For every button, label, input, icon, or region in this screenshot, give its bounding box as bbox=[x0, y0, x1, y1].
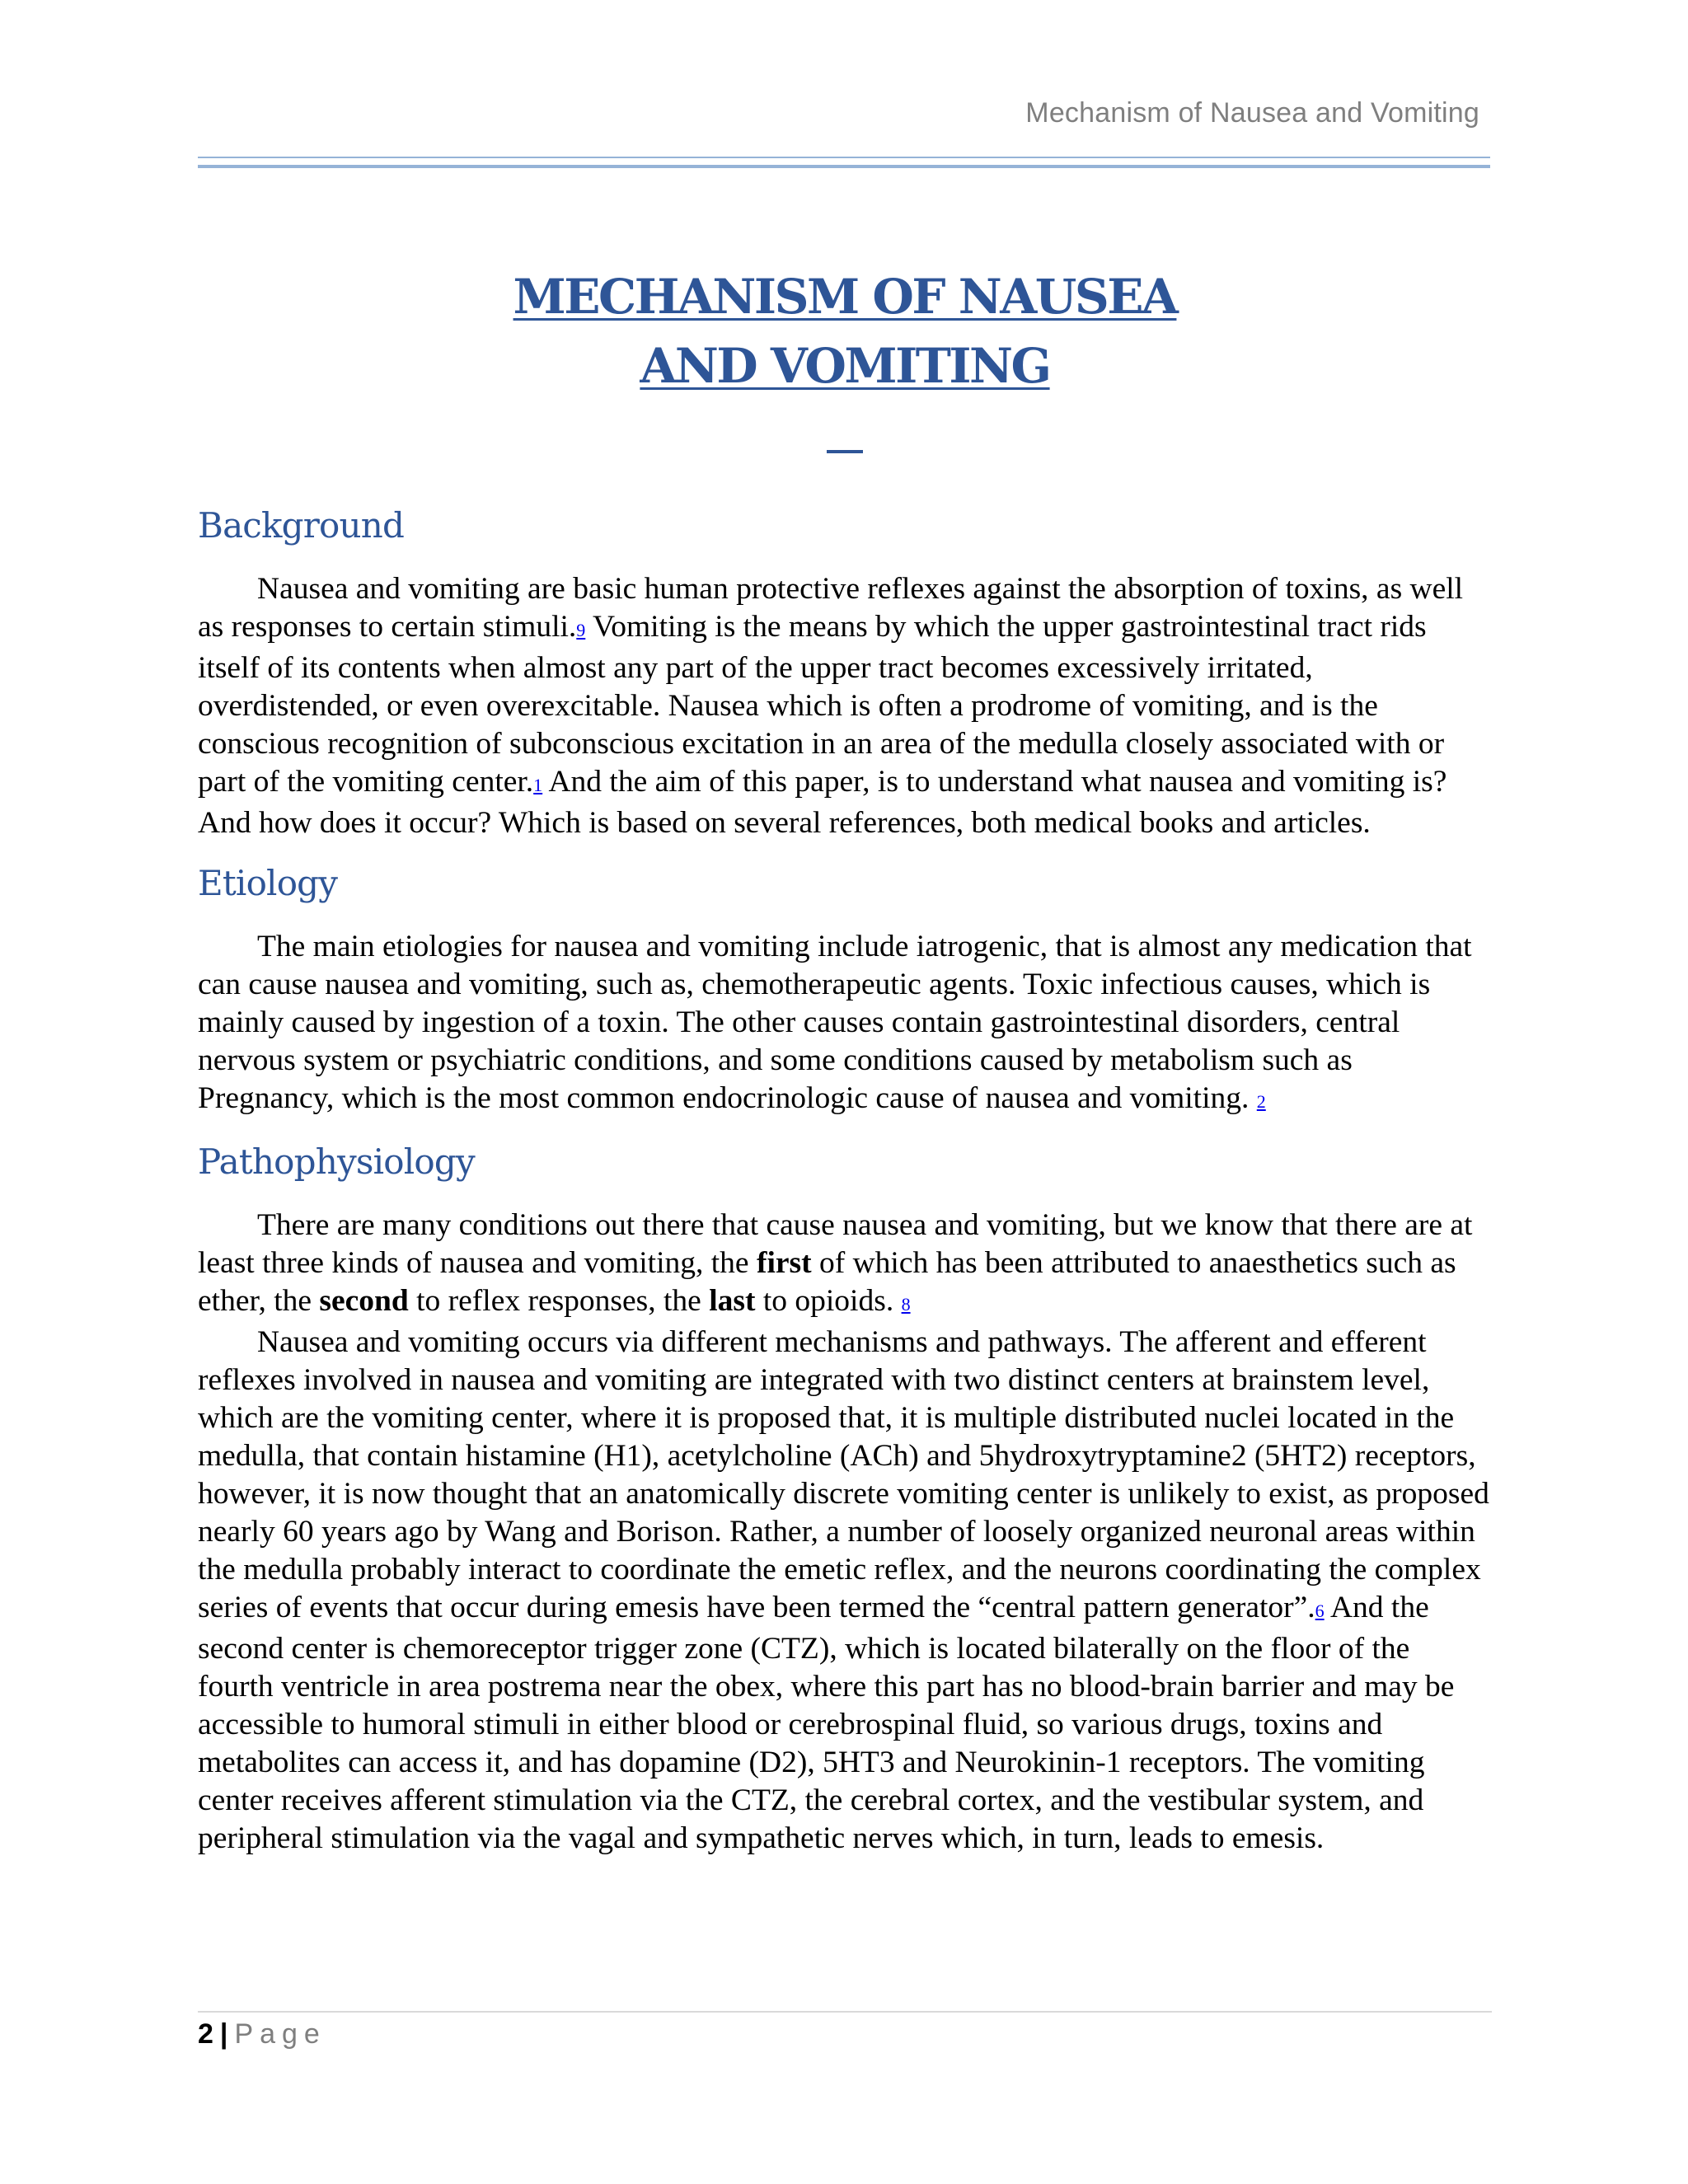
text-run: And the aim of this paper, is to understand what nausea and vomiting is? And how does it occur? Which is based on several references, both medical books and articles. bbox=[198, 765, 1447, 840]
page-label: Page bbox=[234, 2018, 326, 2050]
text-run: of which has been attributed to anaesthetics such as ether, the bbox=[198, 1246, 1456, 1318]
page-body bbox=[198, 262, 1492, 1858]
footer-rule bbox=[198, 2011, 1492, 2013]
pathophysiology-paragraph-1 bbox=[198, 1207, 1492, 1324]
footnote-ref-link[interactable]: 6 bbox=[1315, 1601, 1325, 1621]
page-number: 2 bbox=[198, 2018, 213, 2050]
document-title bbox=[198, 262, 1492, 401]
footnote-ref-link[interactable]: 8 bbox=[901, 1294, 911, 1315]
title-line-1: MECHANISM OF NAUSEA bbox=[513, 269, 1177, 325]
header-rule-thick bbox=[198, 165, 1490, 168]
header-rule-thin bbox=[198, 157, 1490, 158]
footnote-ref-link[interactable]: 1 bbox=[533, 775, 543, 795]
heading-background: Background bbox=[198, 505, 405, 546]
heading-etiology: Etiology bbox=[198, 863, 338, 903]
text-run: The main etiologies for nausea and vomiting include iatrogenic, that is almost any medication that can cause nausea and vomiting, such as, chemotherapeutic agents. Toxic infectious causes, which is mainly caused by ingestion of a toxin. The other causes contain gastrointestinal disorders, central nervous system or psychiatric conditions, and some conditions caused by metabolism such as Pregnancy, which is the most common endocrinologic cause of nausea and vomiting. bbox=[198, 930, 1472, 1115]
text-run: Nausea and vomiting are basic human protective reflexes against the absorption of toxins, as well as responses to certain stimuli. bbox=[198, 572, 1464, 644]
bold-term: first bbox=[756, 1246, 812, 1280]
title-line-2: AND VOMITING bbox=[640, 338, 1050, 394]
bold-term: last bbox=[709, 1284, 756, 1318]
text-run: Vomiting is the means by which the upper gastrointestinal tract rids itself of its contents when almost any part of the upper tract becomes excessively irritated, overdistended, or even overexcitable. Nausea which is often a prodrome of vomiting, and is the conscious recognition of subconscious excitation in an area of the medulla closely associated with or part of the vomiting center. bbox=[198, 610, 1445, 799]
background-paragraph bbox=[198, 570, 1492, 842]
text-run: Nausea and vomiting occurs via different mechanisms and pathways. The afferent and efferent reflexes involved in nausea and vomiting are integrated with two distinct centers at brainstem level, which are the vomiting center, where it is proposed that, it is multiple distributed nuclei located in the medulla, that contain histamine (H1), acetylcholine (ACh) and 5hydroxytryptamine2 (5HT2) receptors, however, it is now thought that an anatomically discrete vomiting center is unlikely to exist, as proposed nearly 60 years ago by Wang and Borison. Rather, a number of loosely organized neuronal areas within the medulla probably interact to coordinate the emetic reflex, and the neurons coordinating the complex series of events that occur during emesis have been termed the “central pattern generator”. bbox=[198, 1325, 1489, 1624]
page-footer bbox=[198, 2016, 326, 2052]
footnote-ref-link[interactable]: 2 bbox=[1256, 1091, 1266, 1112]
text-run: There are many conditions out there that cause nausea and vomiting, but we know that there are at least three kinds of nausea and vomiting, the bbox=[198, 1208, 1473, 1280]
footer-separator: | bbox=[219, 2018, 228, 2050]
etiology-paragraph bbox=[198, 928, 1492, 1121]
bold-term: second bbox=[319, 1284, 409, 1318]
text-run: to reflex responses, the bbox=[408, 1284, 710, 1318]
title-divider bbox=[827, 450, 863, 453]
text-run: to opioids. bbox=[755, 1284, 902, 1318]
pathophysiology-paragraph-2 bbox=[198, 1324, 1492, 1858]
footnote-ref-link[interactable]: 9 bbox=[576, 620, 586, 640]
running-header: Mechanism of Nausea and Vomiting bbox=[1025, 97, 1479, 129]
text-run: And the second center is chemoreceptor trigger zone (CTZ), which is located bilaterally on the floor of the fourth ventricle in area postrema near the obex, where this part has no blood-brain barrier and may be accessible to humoral stimuli in either blood or cerebrospinal fluid, so various drugs, toxins and metabolites can access it, and has dopamine (D2), 5HT3 and Neurokinin-1 receptors. The vomiting center receives afferent stimulation via the CTZ, the cerebral cortex, and the vestibular system, and peripheral stimulation via the vagal and sympathetic nerves which, in turn, leads to emesis. bbox=[198, 1591, 1455, 1855]
heading-pathophysiology: Pathophysiology bbox=[198, 1141, 475, 1182]
